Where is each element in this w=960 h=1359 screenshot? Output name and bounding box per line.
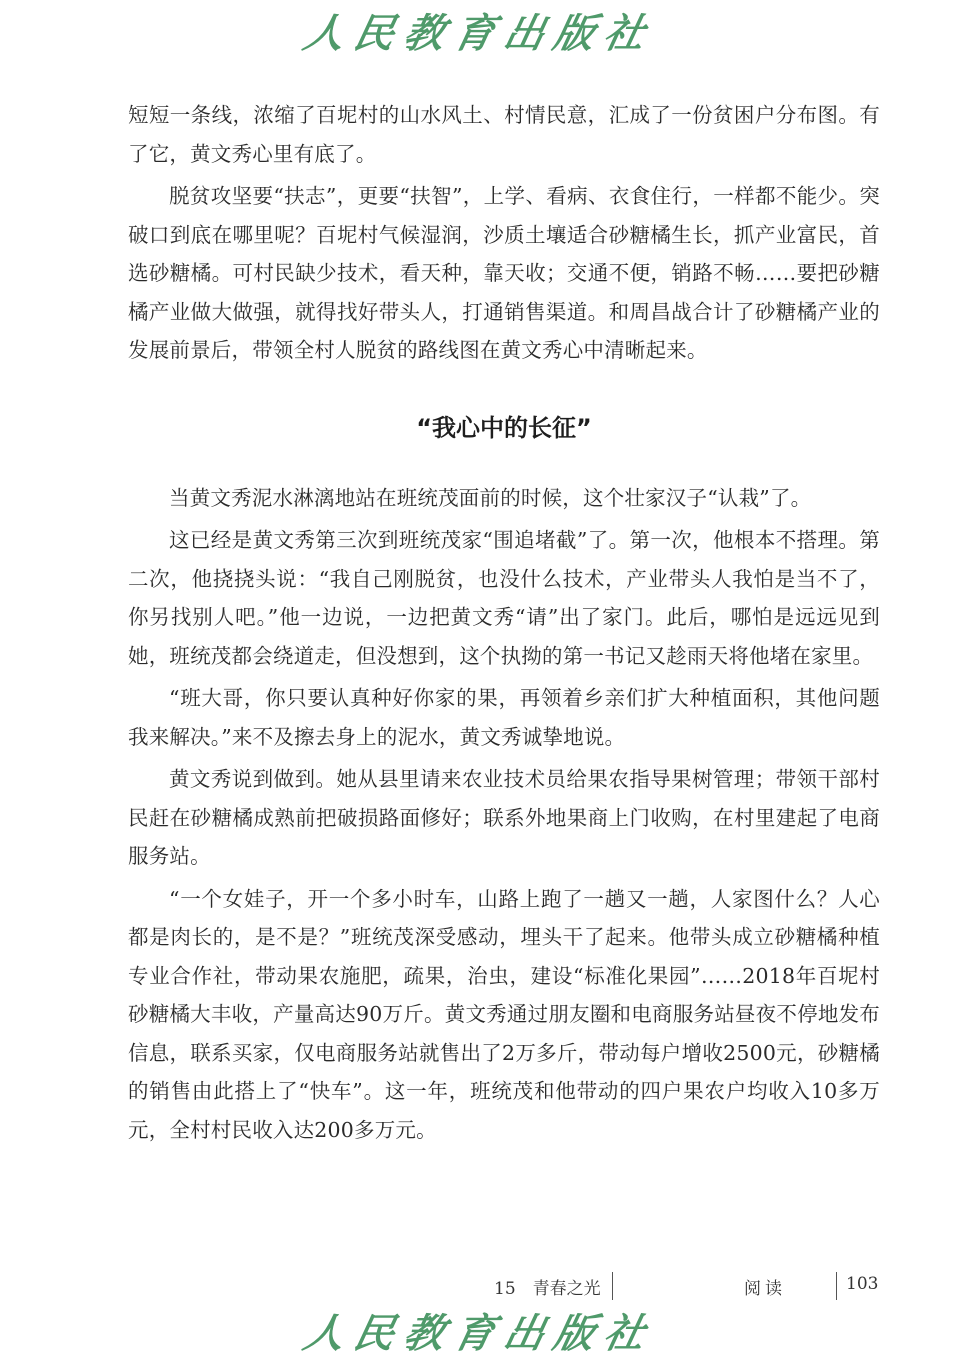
footer-divider (836, 1272, 837, 1300)
publisher-watermark-top: 人民教育出版社 (299, 10, 660, 57)
page-number: 103 (846, 1274, 879, 1294)
page-footer (0, 1268, 960, 1302)
lesson-label: 15 青春之光 (494, 1279, 601, 1299)
publisher-watermark-bottom: 人民教育出版社 (299, 1310, 660, 1357)
paragraph-7: “一个女娃子，开一个多小时车，山路上跑了一趟又一趟，人家图什么？人心都是肉长的，是不是？”班统茂深受感动，埋头干了起来。他带头成立砂糖橘种植专业合作社，带动果农施肥，疏果，治虫，建设“标准化果园”……2018年百坭村砂糖橘大丰收，产量高达90万斤。黄文秀通过朋友圈和电商服务站昼夜不停地发布信息，联系买家，仅电商服务站就售出了2万多斤，带动每户增收2500元，砂糖橘的销售由此搭上了“快车”。这一年，班统茂和他带动的四户果农户均收入10多万元，全村村民收入达200多万元。 (128, 886, 880, 1142)
paragraph-1: 短短一条线，浓缩了百坭村的山水风土、村情民意，汇成了一份贫困户分布图。有了它，黄文秀心里有底了。 (128, 103, 880, 166)
footer-divider (612, 1272, 613, 1300)
paragraph-2: 脱贫攻坚要“扶志”，更要“扶智”，上学、看病、衣食住行，一样都不能少。突破口到底在哪里呢？百坭村气候湿润，沙质土壤适合砂糖橘生长，抓产业富民，首选砂糖橘。可村民缺少技术，看天种，靠天收；交通不便，销路不畅……要把砂糖橘产业做大做强，就得找好带头人，打通销售渠道。和周昌战合计了砂糖橘产业的发展前景后，带领全村人脱贫的路线图在黄文秀心中清晰起来。 (128, 184, 880, 362)
paragraph-5: “班大哥，你只要认真种好你家的果，再领着乡亲们扩大种植面积，其他问题我来解决。”来不及擦去身上的泥水，黄文秀诚挚地说。 (128, 686, 880, 749)
paragraph-6: 黄文秀说到做到。她从县里请来农业技术员给果农指导果树管理；带领干部村民赶在砂糖橘成熟前把破损路面修好；联系外地果商上门收购，在村里建起了电商服务站。 (128, 767, 880, 868)
section-title: “我心中的长征” (416, 413, 592, 442)
paragraph-3: 当黄文秀泥水淋漓地站在班统茂面前的时候，这个壮家汉子“认栽”了。 (169, 485, 812, 510)
section-label: 阅读 (744, 1279, 786, 1299)
page-content (128, 96, 880, 1153)
paragraph-4: 这已经是黄文秀第三次到班统茂家“围追堵截”了。第一次，他根本不搭理。第二次，他挠挠头说：“我自己刚脱贫，也没什么技术，产业带头人我怕是当不了，你另找别人吧。”他一边说，一边把黄文秀“请”出了家门。此后，哪怕是远远见到她，班统茂都会绕道走，但没想到，这个执拗的第一书记又趁雨天将他堵在家里。 (128, 528, 880, 668)
